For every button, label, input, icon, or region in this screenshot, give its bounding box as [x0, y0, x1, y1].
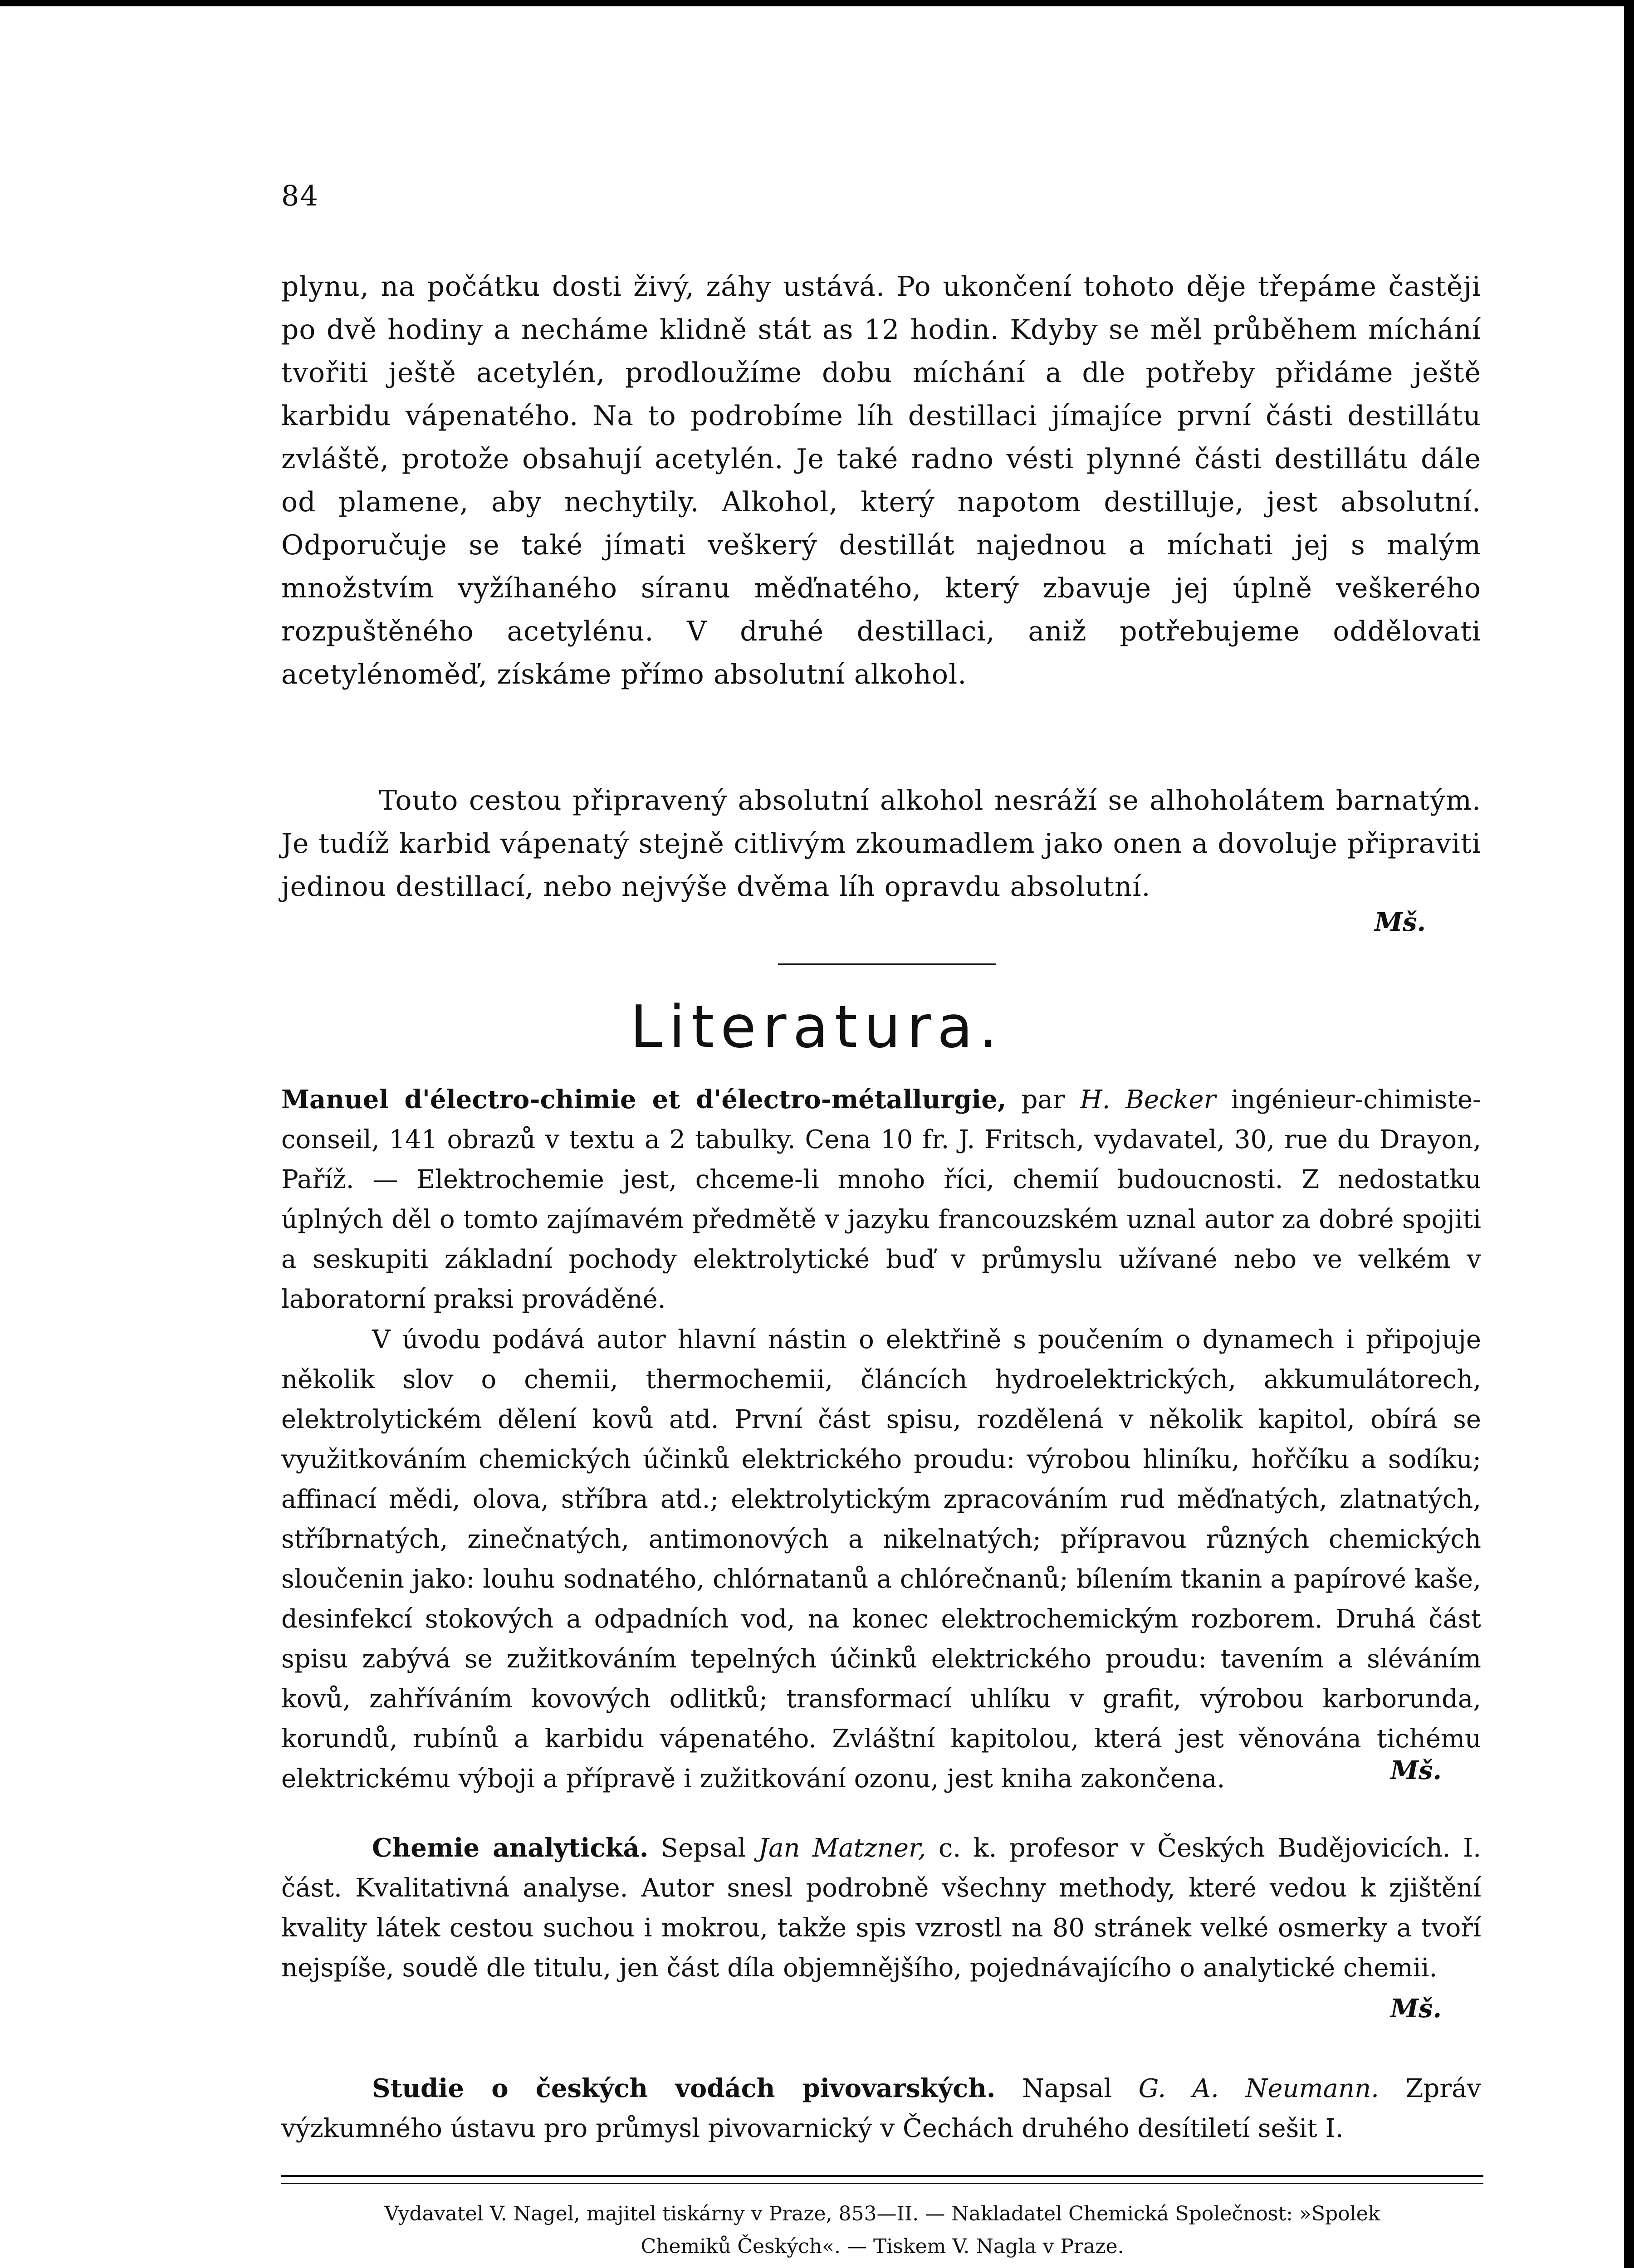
- page-number: 84: [281, 179, 319, 212]
- review-studie-vody: [281, 2068, 1481, 2149]
- review-by: Napsal: [1022, 2074, 1112, 2103]
- paragraph-conclusion: Touto cestou připravený absolutní alkohol nesráží se alhoholátem barnatým. Je tudíž karbid vápenatý stejně citlivým zkoumadlem jako onen a dovoluje připraviti jedinou destillací, nebo nejvýše dvěma líh opravdu absolutní.: [281, 785, 1481, 903]
- review-title: Manuel d'électro-chimie et d'électro-métallurgie,: [281, 1085, 1007, 1114]
- review-title: Studie o českých vodách pivovarských.: [372, 2073, 996, 2103]
- imprint-footer: [290, 2198, 1474, 2263]
- signature-ms-3: Mš.: [1390, 1994, 1442, 2024]
- review-author: H. Becker: [1080, 1085, 1216, 1114]
- review-text: Zpráv výzkumného ústavu pro průmysl pivovarnický v Čechách druhého desítiletí sešit I.: [281, 2074, 1481, 2143]
- footer-line-1: Vydavatel V. Nagel, majitel tiskárny v Praze, 853—II. — Nakladatel Chemická Společnost: »Spolek: [384, 2202, 1380, 2225]
- review-text: ingénieur-chimiste-conseil, 141 obrazů v textu a 2 tabulky. Cena 10 fr. J. Fritsch, vydavatel, 30, rue du Drayon, Paříž. — Elektrochemie jest, chceme-li mnoho říci, chemií budoucnosti. Z nedostatku úplných děl o tomto zajímavém předmětě v jazyku francouzském uznal autor za dobré spojiti a seskupiti základní pochody elektrolytické buď v průmyslu užívané nebo ve velkém v laboratorní praksi prováděné.: [281, 1085, 1481, 1314]
- section-divider: [778, 963, 996, 965]
- review-manuel-electrochimie: [281, 1080, 1481, 1320]
- footer-rule-bottom: [281, 2183, 1483, 2184]
- review-text: c. k. profesor v Českých Budějovicích. I. část. Kvalitativná analyse. Autor snesl podrobně všechny methody, které vedou k zjištění kvality látek cestou suchou i mokrou, takže spis vzrostl na 80 stránek velké osmerky a tvoří nejspíše, soudě dle titulu, jen část díla objemnějšího, pojednávajícího o analytické chemii.: [281, 1833, 1482, 1983]
- review-text: V úvodu podává autor hlavní nástin o elektřině s poučením o dynamech i připojuje několik slov o chemii, thermochemii, článcích hydroelektrických, akkumulátorech, elektrolytickém dělení kovů atd. První část spisu, rozdělená v několik kapitol, obírá se využitkováním chemických účinků elektrického proudu: výrobou hliníku, hořčíku a sodíku; affinací mědi, olova, stříbra atd.; elektrolytickým zpracováním rud měďnatých, zlatnatých, stříbrnatých, zinečnatých, antimonových a nikelnatých; přípravou různých chemických sloučenin jako: louhu sodnatého, chlórnatanů a chlórečnanů; bílením tkanin a papírové kaše, desinfekcí stokových a odpadních vod, na konec elektrochemickým rozborem. Druhá část spisu zabývá se zužitkováním tepelných účinků elektrického proudu: tavením a sléváním kovů, zahříváním kovových odlitků; transformací uhlíku v grafit, výrobou karborunda, korundů, rubínů a karbidu vápenatého. Zvláštní kapitolou, která jest věnována tichému elektrickému výboji a přípravě i zužitkování ozonu, jest kniha zakončena.: [281, 1325, 1481, 1794]
- signature-ms-2: Mš.: [1390, 1755, 1442, 1785]
- footer-line-2: Chemiků Českých«. — Tiskem V. Nagla v Praze.: [641, 2235, 1124, 2258]
- review-manuel-continued: [281, 1320, 1481, 1799]
- signature-ms-1: Mš.: [1375, 907, 1426, 937]
- review-by: Sepsal: [660, 1833, 746, 1863]
- footer-rule-top: [281, 2175, 1483, 2177]
- review-by: par: [1021, 1085, 1065, 1114]
- review-author: G. A. Neumann.: [1138, 2074, 1379, 2103]
- section-title: Literatura.: [630, 993, 1004, 1061]
- review-chemie-analyticka: [281, 1828, 1481, 1988]
- review-title: Chemie analytická.: [372, 1833, 649, 1863]
- review-author: Jan Matzner,: [758, 1833, 926, 1863]
- paragraph-absolute-alcohol-procedure: plynu, na počátku dosti živý, záhy ustává. Po ukončení tohoto děje třepáme častěji po dvě hodiny a necháme klidně stát as 12 hodin. Kdyby se měl průběhem míchání tvořiti ještě acetylén, prodloužíme dobu míchání a dle potřeby přidáme ještě karbidu vápenatého. Na to podrobíme líh destillaci jímajíce první části destillátu zvláště, protože obsahují acetylén. Je také radno vésti plynné části destillátu dále od plamene, aby nechytily. Alkohol, který napotom destilluje, jest absolutní. Odporučuje se také jímati veškerý destillát najednou a míchati jej s malým množstvím vyžíhaného síranu měďnatého, který zbavuje jej úplně veškerého rozpuštěného acetylénu. V druhé destillaci, aniž potřebujeme oddělovati acetylénoměď, získáme přímo absolutní alkohol.: [281, 271, 1481, 690]
